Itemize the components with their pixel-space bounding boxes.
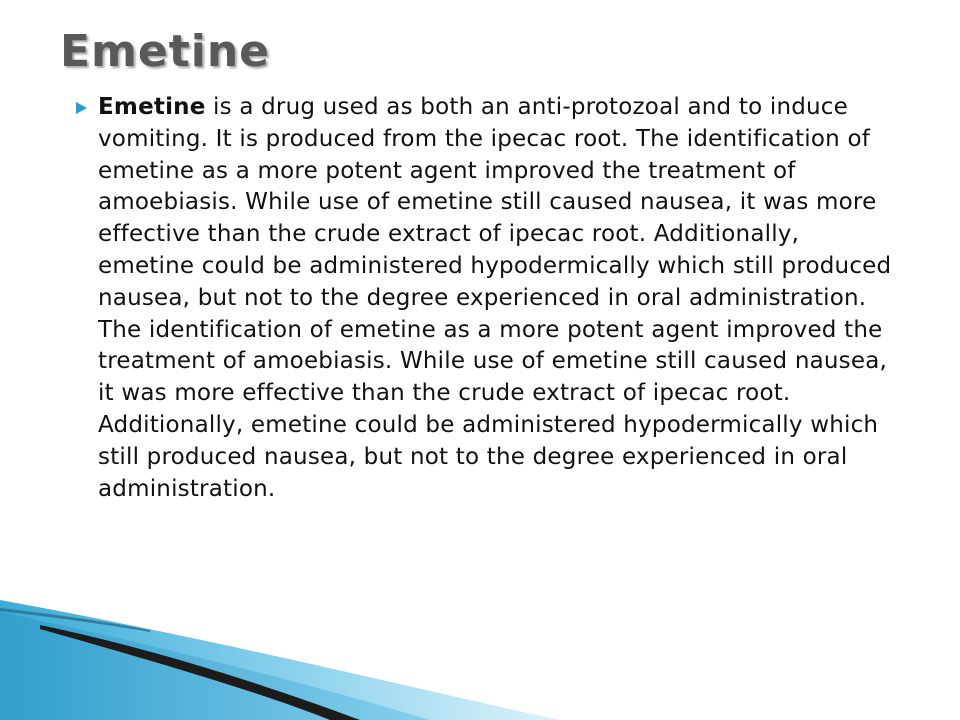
bullet-item: [74, 92, 894, 505]
slide-title: Emetine: [60, 26, 271, 77]
bullet-body: is a drug used as both an anti-protozoal and to induce vomiting. It is produced from the ipecac root. The identification of emetine as a more potent agent improved the treatment of amoebiasis. While use of emetine still caused nausea, it was more effective than the crude extract of ipecac root. Additionally, emetine could be administered hypodermically which still produced nausea, but not to the degree experienced in oral administration. The identification of emetine as a more potent agent improved the treatment of amoebiasis. While use of emetine still caused nausea, it was more effective than the crude extract of ipecac root. Additionally, emetine could be administered hypodermically which still produced nausea, but not to the degree experienced in oral administration.: [98, 94, 892, 502]
bullet-text: [98, 92, 894, 505]
bullet-lead-term: Emetine: [98, 94, 206, 120]
triangle-right-icon: [74, 101, 88, 115]
